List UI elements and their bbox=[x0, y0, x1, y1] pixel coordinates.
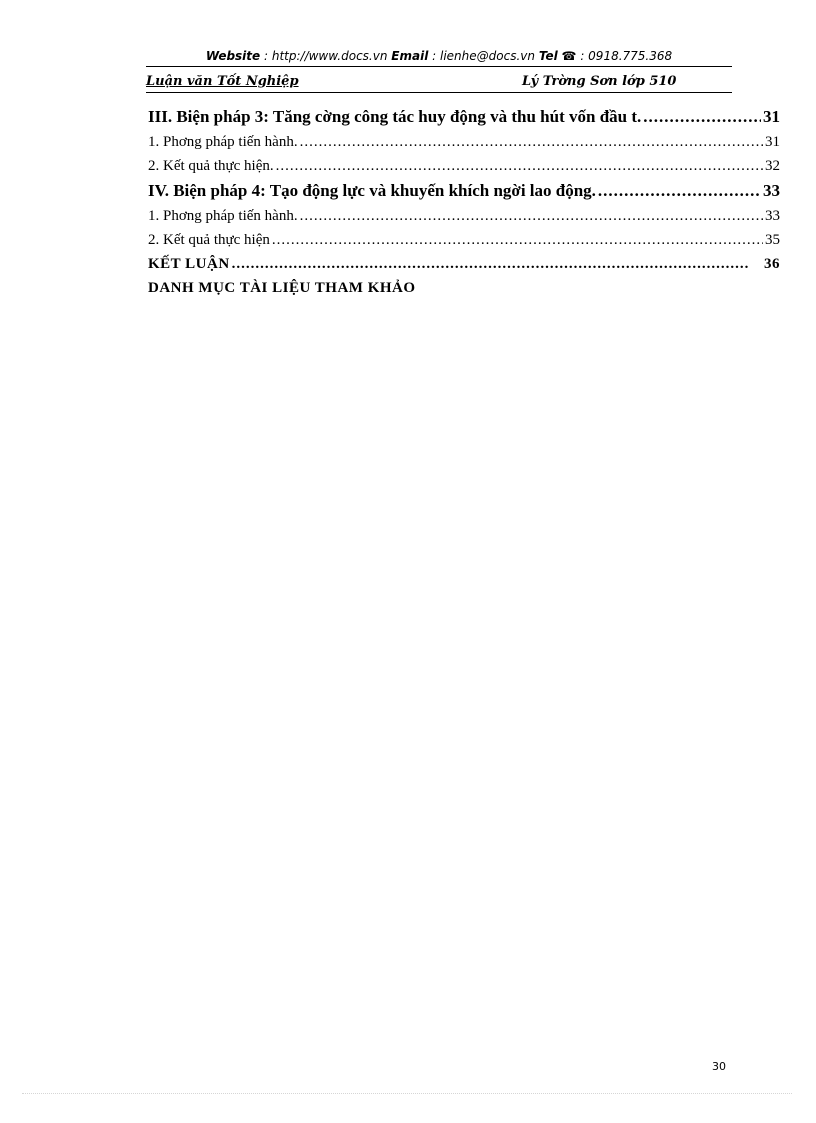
toc-entry-page: 31 bbox=[763, 107, 780, 126]
toc-entry-label: 2. Kết quả thực hiện. bbox=[148, 158, 274, 174]
running-head-author: Lý Trờng Sơn lớp 510 bbox=[522, 74, 677, 89]
site-info-bar bbox=[146, 46, 732, 67]
toc-entry-conclusion[interactable] bbox=[148, 252, 780, 276]
phone-icon: ☎ bbox=[561, 49, 577, 63]
toc-entry-label: 1. Phơng pháp tiến hành. bbox=[148, 208, 298, 224]
toc-entry-page: 32 bbox=[765, 158, 780, 174]
running-head bbox=[146, 74, 732, 93]
website-value[interactable]: : http://www.docs.vn bbox=[264, 49, 388, 63]
toc-entry-label: 2. Kết quả thực hiện bbox=[148, 232, 270, 248]
toc-entry-section[interactable] bbox=[148, 104, 780, 130]
email-label: Email bbox=[391, 49, 429, 63]
toc-dot-leader bbox=[300, 204, 763, 228]
toc-entry-label: DANH MỤC TÀI LIỆU THAM KHẢO bbox=[148, 280, 416, 296]
toc-entry-section[interactable] bbox=[148, 178, 780, 204]
toc-entry-page: 36 bbox=[764, 256, 780, 272]
toc-entry-subsection[interactable] bbox=[148, 130, 780, 154]
toc-entry-subsection[interactable] bbox=[148, 154, 780, 178]
toc-entry-page: 35 bbox=[765, 232, 780, 248]
toc-dot-leader bbox=[276, 154, 763, 178]
toc-entry-references[interactable] bbox=[148, 276, 780, 300]
toc-entry-label: KẾT LUẬN bbox=[148, 256, 230, 272]
tel-value: : 0918.775.368 bbox=[580, 49, 673, 63]
toc-dot-leader bbox=[598, 178, 761, 204]
toc-dot-leader bbox=[643, 104, 761, 130]
toc-entry-label: 1. Phơng pháp tiến hành. bbox=[148, 134, 298, 150]
toc-entry-label: III. Biện pháp 3: Tăng cờng công tác huy động và thu hút vốn đầu t. bbox=[148, 107, 642, 126]
page-bottom-divider bbox=[22, 1093, 792, 1094]
running-head-title: Luận văn Tốt Nghiệp bbox=[146, 74, 299, 89]
toc-entry-page: 31 bbox=[765, 134, 780, 150]
toc-dot-leader bbox=[300, 130, 763, 154]
tel-label: Tel bbox=[538, 49, 558, 63]
toc-dot-leader bbox=[232, 252, 748, 276]
toc-dot-leader bbox=[272, 228, 763, 252]
table-of-contents bbox=[148, 104, 780, 300]
toc-entry-label: IV. Biện pháp 4: Tạo động lực và khuyến khích ngời lao động. bbox=[148, 181, 596, 200]
toc-entry-subsection[interactable] bbox=[148, 204, 780, 228]
toc-entry-page: 33 bbox=[765, 208, 780, 224]
website-label: Website bbox=[205, 49, 261, 63]
toc-entry-subsection[interactable] bbox=[148, 228, 780, 252]
page-number: 30 bbox=[712, 1060, 726, 1073]
toc-entry-page: 33 bbox=[763, 181, 780, 200]
email-value[interactable]: : lienhe@docs.vn bbox=[432, 49, 535, 63]
